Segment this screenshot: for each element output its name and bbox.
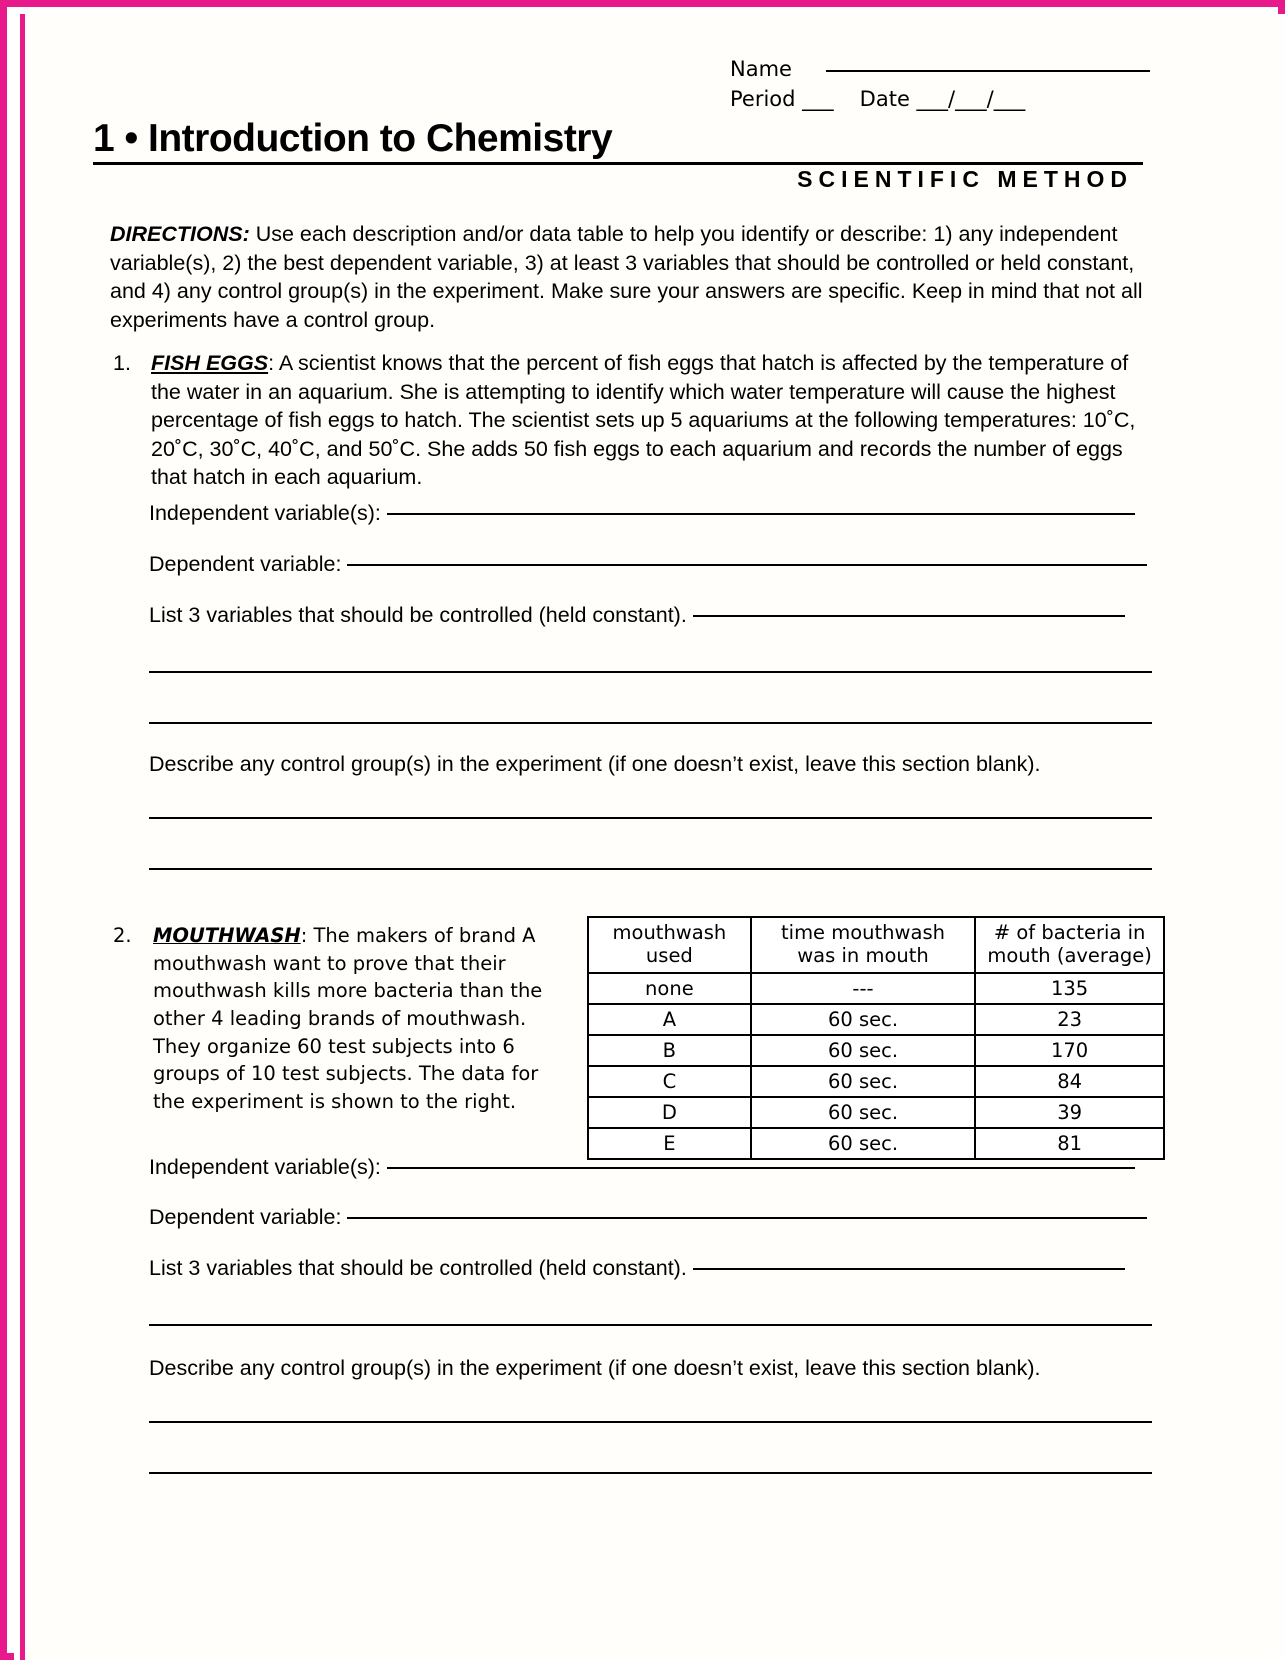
cell-mouthwash: B [588, 1035, 751, 1066]
q2-controlled-variables-label: List 3 variables that should be controlled (held constant). [149, 1256, 687, 1280]
table-header-mouthwash-used [588, 917, 751, 973]
question-2-term: MOUTHWASH [153, 924, 301, 947]
cell-time: 60 sec. [751, 1004, 975, 1035]
q2-dependent-variable-blank[interactable] [347, 1217, 1147, 1219]
page-title: 1 • Introduction to Chemistry [93, 117, 613, 160]
table-row [588, 973, 1164, 1004]
question-2-term-sep: : [300, 924, 308, 947]
table-header-mouthwash-used-line2: used [645, 944, 693, 968]
name-row [730, 56, 1150, 82]
q2-dependent-variable-row [149, 1205, 1154, 1230]
directions-text: Use each description and/or data table to help you identify or describe: 1) any independent variable(s), 2) the best dependent variable, 3) at least 3 variables that should be controlled or held constant, and 4) any control group(s) in the experiment. Make sure your answers are specific. Keep in mind that not all experiments have a control group. [110, 222, 1143, 332]
table-header-bacteria-count [975, 917, 1164, 973]
q1-independent-variable-blank[interactable] [387, 513, 1135, 515]
cell-mouthwash: C [588, 1066, 751, 1097]
question-2-number: 2. [113, 924, 132, 947]
directions-paragraph [110, 220, 1150, 334]
q1-control-group-blank-line-1[interactable] [149, 817, 1152, 819]
table-row [588, 1066, 1164, 1097]
mouthwash-data-table [587, 916, 1165, 1160]
q2-controlled-variables-row [149, 1256, 1159, 1281]
question-1-term-sep: : [268, 351, 275, 375]
q2-control-group-label: Describe any control group(s) in the experiment (if one doesn’t exist, leave this section blank). [149, 1356, 1041, 1380]
q2-control-group-blank-line-1[interactable] [149, 1421, 1152, 1423]
question-1 [113, 349, 1153, 492]
question-1-term: FISH EGGS [151, 351, 269, 375]
table-header-bacteria-count-line1: # of bacteria in [993, 921, 1146, 944]
cell-time: 60 sec. [751, 1128, 975, 1159]
q1-dependent-variable-blank[interactable] [347, 564, 1147, 566]
q1-independent-variable-row [149, 501, 1149, 526]
period-label[interactable]: Period ___ [730, 87, 834, 112]
directions-label: DIRECTIONS: [110, 222, 250, 246]
cell-bacteria: 39 [975, 1097, 1164, 1128]
cell-mouthwash: E [588, 1128, 751, 1159]
student-info-block [730, 56, 1150, 112]
cell-mouthwash: none [588, 973, 751, 1004]
cell-bacteria: 135 [975, 973, 1164, 1004]
question-2-body [153, 922, 568, 1116]
q2-control-group-row [149, 1356, 1041, 1381]
q1-controlled-blank-line-2[interactable] [149, 671, 1152, 673]
q1-controlled-variables-row [149, 603, 1159, 628]
cell-time: --- [751, 973, 975, 1004]
table-row [588, 1097, 1164, 1128]
q1-control-group-row [149, 752, 1041, 777]
table-header-bacteria-count-line2: mouth (average) [987, 944, 1152, 968]
table-header-row [588, 917, 1164, 973]
cell-time: 60 sec. [751, 1097, 975, 1128]
question-2 [113, 922, 568, 1116]
q2-dependent-variable-label: Dependent variable: [149, 1205, 342, 1229]
table-header-time-in-mouth-line1: time mouthwash [781, 921, 945, 944]
q2-controlled-variables-blank[interactable] [693, 1268, 1125, 1270]
cell-mouthwash: A [588, 1004, 751, 1035]
cell-bacteria: 81 [975, 1128, 1164, 1159]
table-header-mouthwash-used-line1: mouthwash [612, 921, 727, 944]
question-1-text: A scientist knows that the percent of fish eggs that hatch is affected by the temperature of the water in an aquarium. She is attempting to identify which water temperature will cause the highest percentage of fish eggs to hatch. The scientist sets up 5 aquariums at the following temperatures: 10˚C, 20˚C, 30˚C, 40˚C, and 50˚C. She adds 50 fish eggs to each aquarium and records the number of eggs that hatch in each aquarium. [151, 351, 1136, 490]
cell-time: 60 sec. [751, 1066, 975, 1097]
page-subtitle: SCIENTIFIC METHOD [797, 166, 1133, 192]
table-header-time-in-mouth [751, 917, 975, 973]
cell-time: 60 sec. [751, 1035, 975, 1066]
q1-dependent-variable-row [149, 552, 1149, 577]
table-row [588, 1004, 1164, 1035]
worksheet-sheet [25, 14, 1272, 1660]
q1-control-group-blank-line-2[interactable] [149, 868, 1152, 870]
q2-independent-variable-blank[interactable] [387, 1167, 1135, 1169]
period-date-row [730, 86, 1150, 112]
name-label: Name [730, 57, 792, 81]
q1-controlled-variables-blank[interactable] [693, 615, 1125, 617]
cell-bacteria: 170 [975, 1035, 1164, 1066]
q2-control-group-blank-line-2[interactable] [149, 1472, 1152, 1474]
q1-control-group-label: Describe any control group(s) in the experiment (if one doesn’t exist, leave this section blank). [149, 752, 1041, 776]
question-1-number: 1. [113, 351, 131, 375]
question-1-body [151, 349, 1153, 492]
cell-bacteria: 84 [975, 1066, 1164, 1097]
q2-controlled-blank-line-2[interactable] [149, 1324, 1152, 1326]
cell-bacteria: 23 [975, 1004, 1164, 1035]
cell-mouthwash: D [588, 1097, 751, 1128]
q1-controlled-blank-line-3[interactable] [149, 722, 1152, 724]
q2-independent-variable-label: Independent variable(s): [149, 1155, 381, 1179]
q1-dependent-variable-label: Dependent variable: [149, 552, 342, 576]
table-header-time-in-mouth-line2: was in mouth [797, 944, 929, 968]
date-label[interactable]: Date ___/___/___ [859, 87, 1026, 112]
name-blank-line[interactable] [826, 70, 1150, 72]
question-2-text: The makers of brand A mouthwash want to prove that their mouthwash kills more bacteria than the other 4 leading brands of mouthwash. They organize 60 test subjects into 6 groups of 10 test subjects. The data for the experiment is shown to the right. [153, 924, 543, 1114]
title-divider [93, 162, 1143, 165]
q1-controlled-variables-label: List 3 variables that should be controlled (held constant). [149, 603, 687, 627]
q1-independent-variable-label: Independent variable(s): [149, 501, 381, 525]
table-row [588, 1035, 1164, 1066]
q2-independent-variable-row [149, 1155, 1154, 1180]
